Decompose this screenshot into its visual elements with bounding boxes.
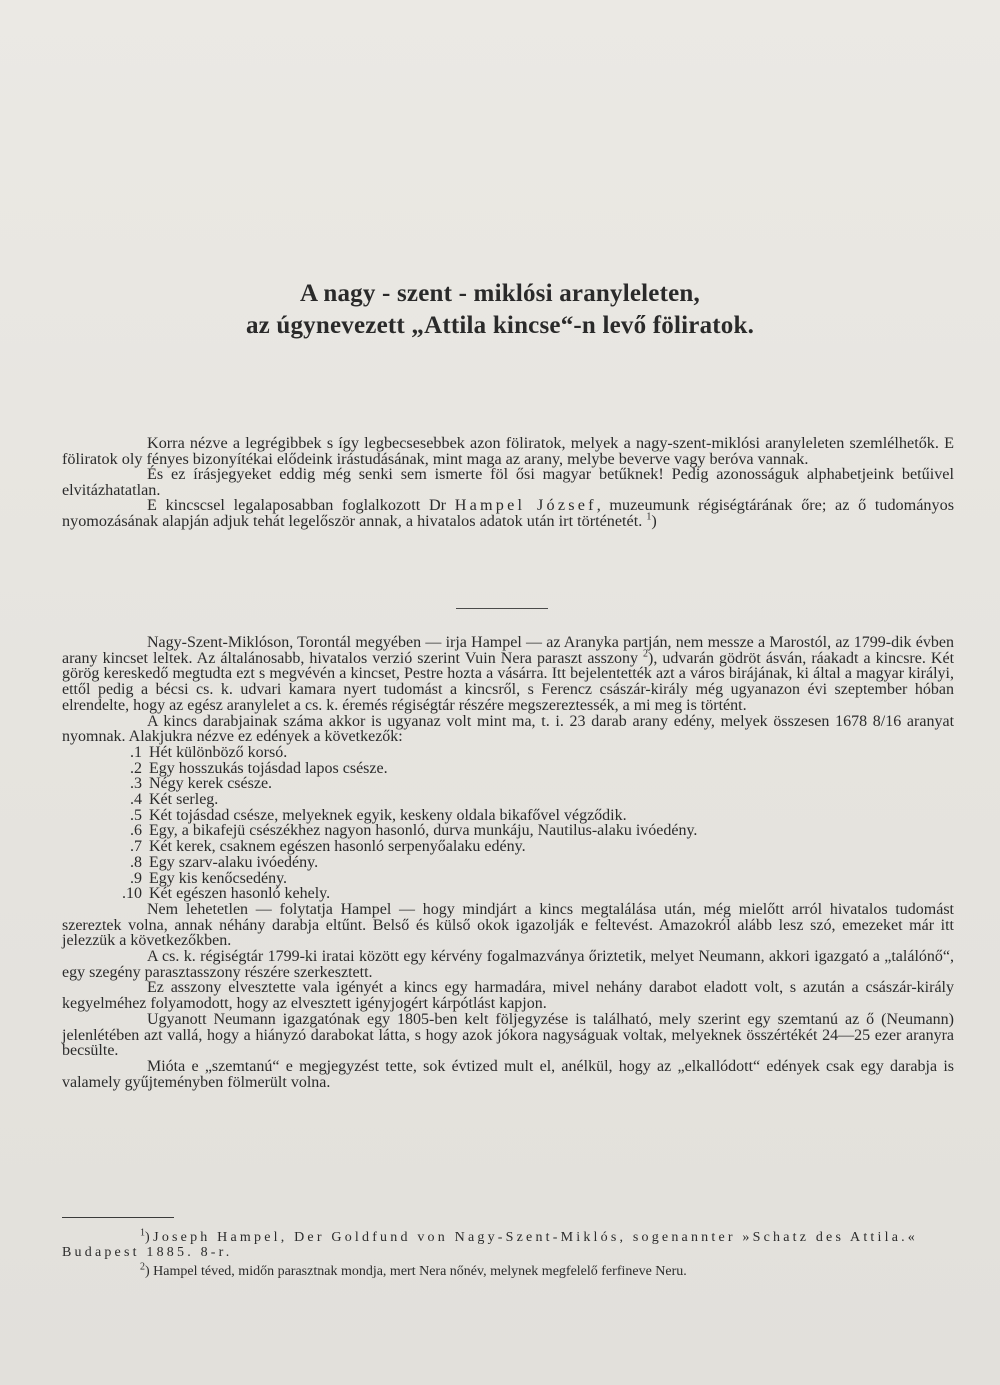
- p2-text-b: aranyat nyomnak. Alakjukra nézve ez edények a következők:: [62, 712, 955, 746]
- p1-text-b: ), udvarán gödröt ásván, ráakadt a kincsre. Két görög kereskedő megtudta ezt s megvévén a kincset, Pestre hozta a vásárra. Itt bejelentették azt a város birájának, ki által a magyar királyi, ettől pedig a bécsi cs. k. udvari kamara nyert tudomást a kincsről, s Ferencz császár-király még ugyanazon évi szeptember hóban elrendelte, hogy az egész aranylelet a cs. k. éremés régiségtár részére megszereztessék, a mi meg is történt.: [62, 649, 955, 714]
- list-item: 7. Két kerek, csaknem egészen hasonló serpenyőalaku edény.: [130, 838, 526, 856]
- intro3-after: , muzeumunk régiségtárának őre; az ő tudományos nyomozásának alapján adjuk tehát legelőször annak, a hivatalos adatok után irt történetét.: [62, 496, 954, 530]
- footnote-2-text: Hampel téved, midőn parasztnak mondja, mert Nera nőnév, melynek megfelelő ferfineve Neru.: [153, 1264, 687, 1279]
- list-item-text: Egy hosszukás tojásdad lapos csésze.: [149, 759, 388, 777]
- main-paragraph-7: Mióta e „szemtanú“ e megjegyzést tette, sok évtized mult el, anélkül, hogy az „elkallódott“ edények csak egy darabja is valamely gyűjteményben fölmerült volna.: [62, 1057, 954, 1091]
- main-paragraph-6: Ugyanott Neumann igazgatónak egy 1805-ben kelt följegyzése is található, mely szerint egy szemtanú az ő (Neumann) jelenlétében azt vallá, hogy a hiányzó darabokat látta, s hogy azok jókora nagyságuak voltak, melyeknek összértékét 24—25 ezer aranyra becsülte.: [62, 1010, 954, 1060]
- footnote-1-author: Joseph Hampel: [153, 1230, 281, 1245]
- footnote-2: $^2$) Hampel téved, midőn parasztnak mondja, mert Nera nőnév, melynek megfelelő ferfineve Neru.: [140, 1261, 687, 1279]
- intro-section: [62, 436, 954, 530]
- list-item: 1. Hét különböző korsó.: [130, 743, 288, 761]
- intro-paragraph-2: És ez írásjegyeket eddig még senki sem ismerte föl ősi magyar betűknek! Pedig azonosságuk alphabetjeink betűivel elvitázhatatlan.: [62, 465, 954, 499]
- footnote-1-number: 1: [140, 1227, 145, 1239]
- list-item-text: Két serleg.: [149, 791, 219, 809]
- main-section: [62, 635, 954, 1090]
- footnote-1-text: , Der Goldfund von Nagy-Szent-Miklós, sogenannter »Schatz des Attila.« Budapest 1885. 8-r.: [62, 1230, 919, 1260]
- author-name: Hampel József: [454, 496, 597, 515]
- footnote-ref-1: 1: [646, 511, 652, 523]
- footnote-divider: [62, 1217, 174, 1218]
- list-item-text: Egy szarv-alaku ivóedény.: [149, 853, 319, 871]
- list-item: 10. Két egészen hasonló kehely.: [122, 885, 331, 903]
- p2-text-a: A kincs darabjainak száma akkor is ugyanaz volt mint ma, t. i. 23 darab arany edény, melyek összesen 1678: [147, 712, 868, 730]
- section-divider: [456, 608, 548, 609]
- main-paragraph-3: Nem lehetetlen — folytatja Hampel — hogy mindjárt a kincs megtalálása után, még mielőtt arról hivatalos tudomást szereztek volna, annak néhány darabja eltűnt. Belső és külső okok igazolják e feltevést. Amazokról alább lesz szó, emezeket már itt jelezzük a következőkben.: [62, 900, 954, 950]
- footnote-1: $^1$) Joseph Hampel, Der Goldfund von Nagy-Szent-Miklós, sogenannter »Schatz des Attila.« Budapest 1885. 8-r.: [62, 1227, 919, 1260]
- list-item-text: Két tojásdad csésze, melyeknek egyik, keskeny oldala bikafővel végződik.: [149, 806, 627, 824]
- list-item: 4. Két serleg.: [130, 791, 219, 809]
- list-item: 9. Egy kis kenőcsedény.: [130, 869, 288, 887]
- list-item: 8. Egy szarv-alaku ivóedény.: [130, 853, 319, 871]
- page-title-line-1: A nagy - szent - miklósi aranyleleten,: [300, 280, 700, 307]
- main-paragraph-4: A cs. k. régiségtár 1799-ki iratai között egy kérvény fogalmazványa őriztetik, melyet Neumann, akkori igazgató a „találónő“, egy szegény parasztasszony részére szerkesztett.: [62, 948, 954, 981]
- footnotes: [62, 1227, 954, 1283]
- main-paragraph-1: [62, 635, 954, 714]
- main-paragraph-5: Ez asszony elvesztette vala igényét a kincs egy harmadára, mivel nehány darabot eladott volt, s azután a császár-király kegyelméhez folyamodott, hogy az elvesztett igényjogért kárpótlást kapjon.: [62, 979, 954, 1013]
- list-item: 2. Egy hosszukás tojásdad lapos csésze.: [130, 759, 388, 777]
- intro-paragraph-3: E kincscsel legalaposabban foglalkozott Dr Hampel József, muzeumunk régiségtárának őre; az ő tudományos nyomozásának alapján adjuk tehát legelőször annak, a hivatalos adatok után irt történetét. $^1$): [62, 496, 954, 530]
- list-item-text: Négy kerek csésze.: [149, 775, 273, 793]
- page-title-line-2: az úgynevezett „Attila kincse“-n levő föliratok.: [245, 312, 755, 339]
- list-item: 3. Négy kerek csésze.: [130, 775, 273, 793]
- weight-fraction: 8/16: [872, 712, 902, 730]
- list-item-text: Hét különböző korsó.: [149, 743, 288, 761]
- intro-paragraph-1: Korra nézve a legrégibbek s így legbecsesebbek azon föliratok, melyek a nagy-szent-miklósi aranyleleten szemlélhetők. E föliratok oly fényes bizonyítékai elődeink irástudásának, mint maga az arany, melybe beverve vagy beróva vannak.: [62, 434, 954, 468]
- list-item-text: Egy kis kenőcsedény.: [149, 869, 288, 887]
- list-item: 5. Két tojásdad csésze, melyeknek egyik, keskeny oldala bikafővel végződik.: [130, 806, 627, 824]
- footnote-ref-2: 2: [643, 648, 649, 660]
- list-item: 6. Egy, a bikafejü csészékhez nagyon hasonló, durva munkáju, Nautilus-alaku ivóedény.: [130, 822, 698, 840]
- list-item-text: Egy, a bikafejü csészékhez nagyon hasonló, durva munkáju, Nautilus-alaku ivóedény.: [149, 822, 698, 840]
- list-item-text: Két egészen hasonló kehely.: [149, 885, 331, 903]
- vessel-list: [62, 745, 954, 902]
- intro3-before: E kincscsel legalaposabban foglalkozott Dr: [147, 496, 455, 515]
- p1-text-a: Nagy-Szent-Miklóson, Torontál megyében — irja Hampel — az Aranyka partján, nem messze a Marostól, az 1799-dik évben arany kincset leltek. Az általánosabb, hivatalos verzió szerint Vuin Nera paraszt asszony: [62, 634, 954, 667]
- footnote-2-number: 2: [140, 1261, 145, 1273]
- main-paragraph-2: [62, 714, 954, 745]
- list-item-text: Két kerek, csaknem egészen hasonló serpenyőalaku edény.: [149, 838, 526, 856]
